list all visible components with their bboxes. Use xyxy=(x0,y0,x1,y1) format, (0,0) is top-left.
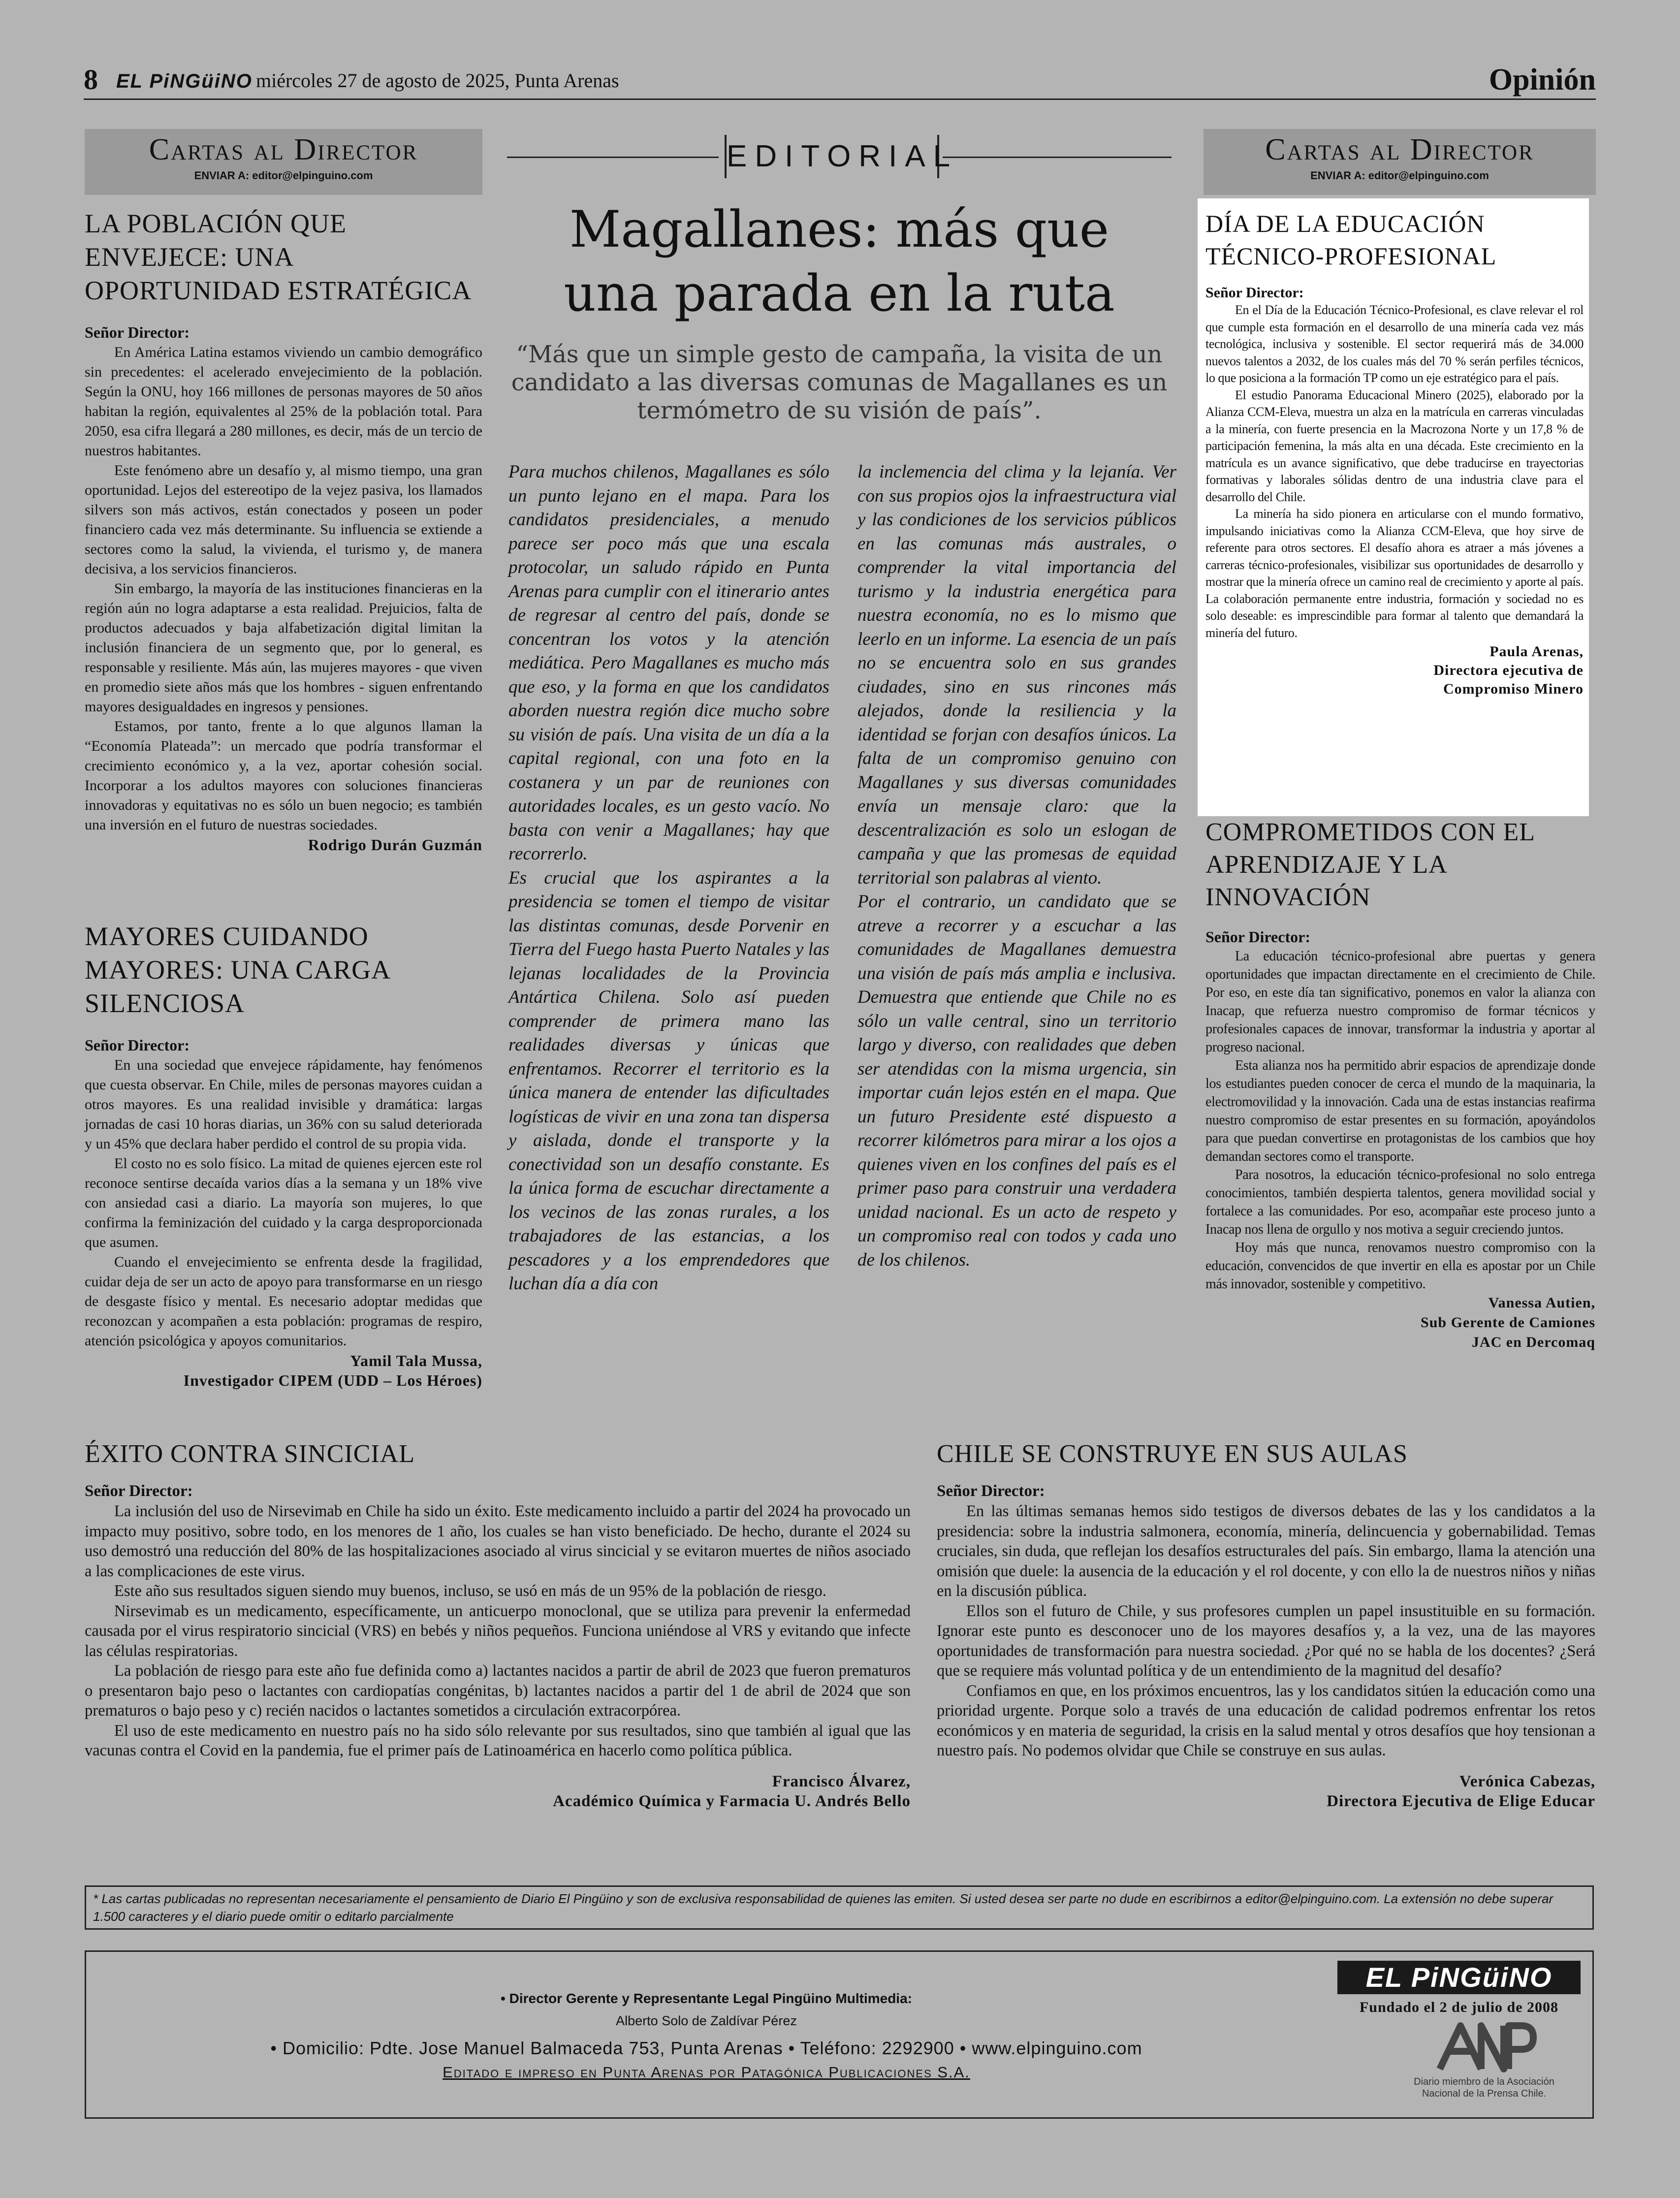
editorial-title xyxy=(507,198,1172,326)
letter-body xyxy=(937,1501,1595,1761)
page-number: 8 xyxy=(84,64,98,96)
editorial-column-2 xyxy=(857,460,1176,1272)
letter-comprometidos xyxy=(1205,816,1595,1352)
paragraph: Este fenómeno abre un desafío y, al mismo tiempo, una gran oportunidad. Lejos del estereotipo de la vejez pasiva, los llamados silvers son más activos, están conectados y poseen un poder financiero cada vez más determinante. Su influencia se extiende a sectores como la salud, la vivienda, el turismo y, de manera decisiva, a los servicios financieros. xyxy=(85,462,482,577)
letter-headline: LA POBLACIÓN QUE ENVEJECE: UNA OPORTUNIDAD ESTRATÉGICA xyxy=(85,209,472,305)
editorial-label-box xyxy=(725,135,958,178)
paragraph: La población de riesgo para este año fue definida como a) lactantes nacidos a partir de abril de 2023 que fueron prematuros o presentaron bajo peso o lactantes con cardiopatías congénitas, b) lactantes nacidos a partir del 1 de abril de 2024 que son prematuros o bajo peso y c) recién nacidos o lactantes sometidos a circulación extracorpórea. xyxy=(85,1662,911,1720)
letter-poblacion xyxy=(85,207,482,855)
paragraph: En América Latina estamos viviendo un cambio demográfico sin precedentes: el acelerado envejecimiento de la población. Según la ONU, hoy 166 millones de personas mayores de 50 años habitan la región, equivalentes al 25% de la población total. Para 2050, esa cifra llegará a 280 millones, es decir, más de un tercio de nuestros habitantes. xyxy=(85,344,482,459)
letter-headline: MAYORES CUIDANDO MAYORES: UNA CARGA SILENCIOSA xyxy=(85,922,390,1018)
footer-logo-text: EL PiNGüiNO xyxy=(1365,1962,1553,1993)
signature-line: Francisco Álvarez, xyxy=(772,1772,911,1790)
paragraph: La inclusión del uso de Nirsevimab en Chile ha sido un éxito. Este medicamento incluido a partir del 2024 ha provocado un impacto muy positivo, sobre todo, en los menores de 1 año, los cuales se han visto beneficiado. De hecho, durante el 2024 su uso demostró una reducción del 80% de las hospitalizaciones asociado al virus sincicial y se evitaron muertes de niños asociado a las complicaciones de este virus. xyxy=(85,1502,911,1580)
letter-body xyxy=(85,343,482,835)
letters-disclaimer: * Las cartas publicadas no representan necesariamente el pensamiento de Diario El Pingüino y son de exclusiva responsabilidad de quienes las emiten. Si usted desea ser parte no dude en escribirnos a editor@elpinguino.com. La extensión no debe superar 1.500 caracteres y el diario puede omitir o editarlo parcialmente xyxy=(93,1891,1553,1924)
paragraph: La minería ha sido pionera en articularse con el mundo formativo, impulsando iniciativas como la Alianza CCM-Eleva, que hoy sirve de referente para otros sectores. El desafío ahora es atraer a más jóvenes a carreras técnico-profesionales, visibilizar sus oportunidades de desarrollo y mostrar que la minería ofrece un camino real de crecimiento y aporte al país. La colaboración permanente entre industria, formación y sociedad no es solo deseable: es imprescindible para formar al talento que demandará la minería del futuro. xyxy=(1205,507,1584,640)
letter-greeting: Señor Director: xyxy=(1205,928,1310,946)
paragraph: Sin embargo, la mayoría de las instituciones financieras en la región aún no logra adaptarse a esta realidad. Prejuicios, falta de productos adecuados y baja alfabetización digital limitan la inclusión financiera de un segmento que, por lo general, es responsable y resiliente. Más aún, las mujeres mayores - que viven en promedio siete años más que los hombres - siguen enfrentando mayores desigualdades en ingresos y pensiones. xyxy=(85,580,482,715)
imprint-printed-by: Editado e impreso en Punta Arenas por Patagónica Publicaciones S.A. xyxy=(443,2064,970,2081)
cartas-header-email: ENVIAR A: editor@elpinguino.com xyxy=(1310,169,1489,182)
section-name: Opinión xyxy=(1489,63,1596,96)
footer-logo xyxy=(1337,1961,1581,1994)
paragraph: Confiamos en que, en los próximos encuentros, las y los candidatos sitúen la educación como una prioridad urgente. Porque solo a través de una educación de calidad podremos enfrentar los retos económicos y en materia de seguridad, la crisis en la salud mental y otros desafíos que hoy tensionan a nuestro país. No podemos olvidar que Chile se construye en sus aulas. xyxy=(937,1682,1595,1759)
paragraph: La educación técnico-profesional abre puertas y genera oportunidades que impactan directamente en el crecimiento de Chile. Por eso, en este día tan significativo, ponemos en valor la alianza con Inacap, que refuerza nuestro compromiso de formar técnicos y profesionales capaces de innovar, transformar la industria y aportar al progreso nacional. xyxy=(1205,949,1595,1055)
paragraph: Para muchos chilenos, Magallanes es sólo un punto lejano en el mapa. Para los candidatos presidenciales, a menudo parece ser poco más que una escala protocolar, un saludo rápido en Punta Arenas para cumplir con el itinerario antes de regresar al centro del país, donde se concentran los votos y la atención mediática. Pero Magallanes es mucho más que eso, y la forma en que los candidatos aborden nuestra región dice mucho sobre su visión de país. Una visita de un día a la capital regional, con una foto en la costanera y un par de reuniones con autoridades locales, es un gesto vacío. No basta con venir a Magallanes; hay que recorrerlo. xyxy=(508,462,829,864)
letter-body xyxy=(85,1501,911,1761)
signature-line: Directora Ejecutiva de Elige Educar xyxy=(1327,1792,1595,1810)
signature-line: JAC en Dercomaq xyxy=(1471,1334,1595,1350)
paragraph: Ellos son el futuro de Chile, y sus profesores cumplen un papel insustituible en su formación. Ignorar este punto es desconocer uno de los mayores desafíos y, a la vez, una de las mayores oportunidades de transformación para nuestra sociedad. ¿Por qué no se habla de los docentes? ¿Será que se requiere más voluntad política y de un entendimiento de la magnitud del desafío? xyxy=(937,1602,1595,1680)
letter-signature xyxy=(85,1772,911,1811)
signature-line: Verónica Cabezas, xyxy=(1459,1772,1595,1790)
paragraph: Esta alianza nos ha permitido abrir espacios de aprendizaje donde los estudiantes pueden conocer de cerca el mundo de la maquinaria, la electromovilidad y la innovación. Cada una de estas instancias reafirma nuestro compromiso de estar presentes en su formación, apoyándolos para que puedan convertirse en protagonistas de los cambios que hoy demandan sectores como el transporte. xyxy=(1205,1058,1595,1164)
paragraph: En una sociedad que envejece rápidamente, hay fenómenos que cuesta observar. En Chile, miles de personas mayores cuidan a otros mayores. Es una realidad invisible y dramática: largas jornadas de casi 10 horas diarias, un 36% con su salud deteriorada y un 45% que declara haber perdido el control de su propia vida. xyxy=(85,1057,482,1152)
paragraph: Por el contrario, un candidato que se atreve a recorrer y a escuchar a las comunidades de Magallanes demuestra una visión de país más amplia e inclusiva. Demuestra que entiende que Chile no es sólo un valle central, sino un territorio largo y diverso, con realidades que deben ser atendidas con la misma urgencia, sin importar cuán lejos estén en el mapa. Que un futuro Presidente esté dispuesto a recorrer kilómetros para mirar a los ojos a quienes viven en los confines del país es el primer paso para construir una verdadera unidad nacional. Es un acto de respeto y un compromiso real con todos y cada uno de los chilenos. xyxy=(857,892,1176,1270)
letter-greeting: Señor Director: xyxy=(85,1482,193,1500)
anp-logo-mark xyxy=(1430,2020,1538,2074)
imprint-address: • Domicilio: Pdte. Jose Manuel Balmaceda 753, Punta Arenas • Teléfono: 2292900 • www.elpinguino.com xyxy=(270,2038,1142,2058)
signature-line: Investigador CIPEM (UDD – Los Héroes) xyxy=(183,1371,482,1389)
editorial-label: EDITORIAL xyxy=(727,139,958,173)
imprint-box xyxy=(85,1950,1594,2119)
masthead xyxy=(84,63,1596,100)
paragraph: Hoy más que nunca, renovamos nuestro compromiso con la educación, convencidos de que invertir en ella es apostar por un Chile más innovador, sostenible y competitivo. xyxy=(1205,1240,1595,1292)
anp-logo xyxy=(1430,2020,1538,2074)
anp-caption-line: Nacional de la Prensa Chile. xyxy=(1422,2088,1547,2099)
paragraph: El costo no es solo físico. La mitad de quienes ejercen este rol reconoce sentirse decaída varios días a la semana y un 18% vive con ansiedad casi a diario. La mayoría son mujeres, lo que confirma la feminización del cuidado y la carga desproporcionada que asumen. xyxy=(85,1155,482,1250)
paragraph: Para nosotros, la educación técnico-profesional no solo entrega conocimientos, también despierta talentos, genera movilidad social y fortalece a las comunidades. Por eso, acompañar este proceso junto a Inacap nos llena de orgullo y nos motiva a seguir creciendo juntos. xyxy=(1205,1167,1595,1237)
cartas-header-left xyxy=(85,129,482,195)
anp-caption-line: Diario miembro de la Asociación xyxy=(1414,2076,1554,2087)
letters-disclaimer-box xyxy=(85,1885,1594,1930)
editorial-rule-right xyxy=(943,157,1172,158)
letter-educacion-tp xyxy=(1198,198,1589,816)
letter-signature xyxy=(937,1772,1595,1811)
paragraph: En el Día de la Educación Técnico-Profesional, es clave relevar el rol que cumple esta formación en el desarrollo de una minería cada vez más tecnológica, inclusiva y sostenible. El sector requerirá más de 34.000 nuevos talentos a 2032, de los cuales más del 70 % serán perfiles técnicos, lo que posiciona a la formación TP como un eje estratégico para el país. xyxy=(1205,303,1584,385)
letter-signature xyxy=(1205,642,1584,699)
letter-chile-aulas xyxy=(937,1437,1595,1811)
paragraph: Estamos, por tanto, frente a lo que algunos llaman la “Economía Plateada”: un mercado que podría transformar el crecimiento económico y, a la vez, aportar cohesión social. Incorporar a los adultos mayores con soluciones financieras innovadoras y equitativas no es sólo un buen negocio; es también una inversión en el futuro de nuestras sociedades. xyxy=(85,718,482,833)
letter-greeting: Señor Director: xyxy=(85,323,190,341)
signature-line: Directora ejecutiva de xyxy=(1433,662,1584,678)
cartas-header-title: Cartas al Director xyxy=(149,133,418,166)
editorial-title-line: Magallanes: más que xyxy=(569,200,1109,259)
letter-greeting: Señor Director: xyxy=(937,1482,1045,1500)
paragraph: El uso de este medicamento en nuestro país no ha sido sólo relevante por sus resultados, sino que también al igual que las vacunas contra el Covid en la pandemia, fue el primer país de Latinoamérica en hacerlo como política pública. xyxy=(85,1721,911,1759)
editorial-pullquote: “Más que un simple gesto de campaña, la visita de un candidato a las diversas comunas de Magallanes es un termómetro de su visión de país”. xyxy=(511,341,1168,424)
signature-line: Rodrigo Durán Guzmán xyxy=(308,836,482,854)
signature-line: Académico Química y Farmacia U. Andrés Bello xyxy=(553,1792,911,1810)
cartas-header-email: ENVIAR A: editor@elpinguino.com xyxy=(194,169,373,182)
paragraph: El estudio Panorama Educacional Minero (2025), elaborado por la Alianza CCM-Eleva, muestra un alza en la matrícula en carreras vinculadas a la minería, con fuerte presencia en la Macrozona Norte y un 17,8 % de participación femenina, la más alta en una década. Este crecimiento en la matrícula es un avance significativo, que debe traducirse en trayectorias formativas y laborales sólidas dentro de una industria clave para el desarrollo del Chile. xyxy=(1205,387,1584,504)
letter-signature xyxy=(85,835,482,855)
footer-founded: Fundado el 2 de julio de 2008 xyxy=(1359,1999,1559,2015)
letter-headline: CHILE SE CONSTRUYE EN SUS AULAS xyxy=(937,1440,1408,1468)
paragraph: Este año sus resultados siguen siendo muy buenos, incluso, se usó en más de un 95% de la población de riesgo. xyxy=(114,1582,826,1600)
anp-caption xyxy=(1376,2076,1592,2100)
letter-greeting: Señor Director: xyxy=(1205,285,1304,301)
letter-signature xyxy=(1205,1293,1595,1352)
paragraph: la inclemencia del clima y la lejanía. Ver con sus propios ojos la infraestructura vial y las condiciones de los servicios públicos en las comunas más australes, o comprender la vital importancia del turismo y la industria energética para nuestra economía, no es lo mismo que leerlo en un informe. La esencia de un país no se encuentra solo en sus grandes ciudades, sino en sus rincones más alejados, donde la resiliencia y la identidad se forjan con desafíos únicos. La falta de un compromiso genuino con Magallanes y sus diversas comunidades envía un mensaje claro: que la descentralización es solo un eslogan de campaña y que las promesas de equidad territorial son palabras al viento. xyxy=(857,462,1176,888)
letter-body xyxy=(85,1055,482,1351)
cartas-header-right xyxy=(1204,129,1596,195)
letter-body xyxy=(1205,302,1584,641)
masthead-date-line: miércoles 27 de agosto de 2025, Punta Arenas xyxy=(256,69,619,92)
signature-line: Yamil Tala Mussa, xyxy=(350,1352,482,1370)
paragraph: Cuando el envejecimiento se enfrenta desde la fragilidad, cuidar deja de ser un acto de apoyo para transformarse en un riesgo de desgaste físico y mental. Es necesario adoptar medidas que reconozcan y acompañen a esta población: programas de respiro, atención psicológica y apoyos comunitarios. xyxy=(85,1254,482,1349)
paragraph: En las últimas semanas hemos sido testigos de diversos debates de las y los candidatos a la presidencia: sobre la industria salmonera, economía, minería, delincuencia y gobernabilidad. Temas cruciales, sin duda, que reflejan los desafíos estructurales del país. Sin embargo, llama la atención una omisión que duele: la ausencia de la educación y el rol docente, y con ello la de nuestros niños y niñas en la discusión pública. xyxy=(937,1502,1595,1600)
letter-mayores xyxy=(85,920,482,1390)
signature-line: Paula Arenas, xyxy=(1490,643,1584,660)
editorial-title-line: una parada en la ruta xyxy=(564,264,1115,323)
letter-headline: ÉXITO CONTRA SINCICIAL xyxy=(85,1440,415,1468)
imprint-director-label: • Director Gerente y Representante Legal Pingüino Multimedia: xyxy=(501,1991,912,2006)
signature-line: Compromiso Minero xyxy=(1443,681,1584,697)
letter-body xyxy=(1205,947,1595,1293)
masthead-paper-name: EL PiNGüiNO xyxy=(116,70,253,92)
paragraph: Es crucial que los aspirantes a la presidencia se tomen el tiempo de visitar las distintas comunas, desde Porvenir en Tierra del Fuego hasta Puerto Natales y las lejanas localidades de la Provincia Antártica Chilena. Solo así pueden comprender de primera mano las realidades diversas y únicas que enfrentamos. Recorrer el territorio es la única manera de entender las dificultades logísticas de vivir en una zona tan dispersa y aislada, donde el transporte y la conectividad son un desafío constante. Es la única forma de escuchar directamente a los vecinos de las zonas rurales, a los trabajadores de las estancias, a los pescadores y a los emprendedores que luchan día a día con xyxy=(508,867,829,1294)
signature-line: Vanessa Autien, xyxy=(1488,1295,1595,1311)
cartas-header-title: Cartas al Director xyxy=(1265,133,1534,166)
editorial-column-1 xyxy=(508,460,829,1296)
editorial-rule-left xyxy=(507,157,719,158)
letter-greeting: Señor Director: xyxy=(85,1036,190,1054)
letter-headline: DÍA DE LA EDUCACIÓN TÉCNICO-PROFESIONAL xyxy=(1205,210,1497,270)
paragraph: Nirsevimab es un medicamento, específicamente, un anticuerpo monoclonal, que se utiliza para prevenir la enfermedad causada por el virus respiratorio sincicial (VRS) en bebés y niños pequeños. Funciona uniéndose al VRS y evitando que infecte las células respiratorias. xyxy=(85,1602,911,1660)
letter-headline: COMPROMETIDOS CON EL APRENDIZAJE Y LA INNOVACIÓN xyxy=(1205,818,1535,911)
imprint-director-name: Alberto Solo de Zaldívar Pérez xyxy=(616,2013,797,2028)
letter-signature xyxy=(85,1351,482,1390)
signature-line: Sub Gerente de Camiones xyxy=(1421,1314,1595,1331)
letter-exito-sincicial xyxy=(85,1437,911,1811)
